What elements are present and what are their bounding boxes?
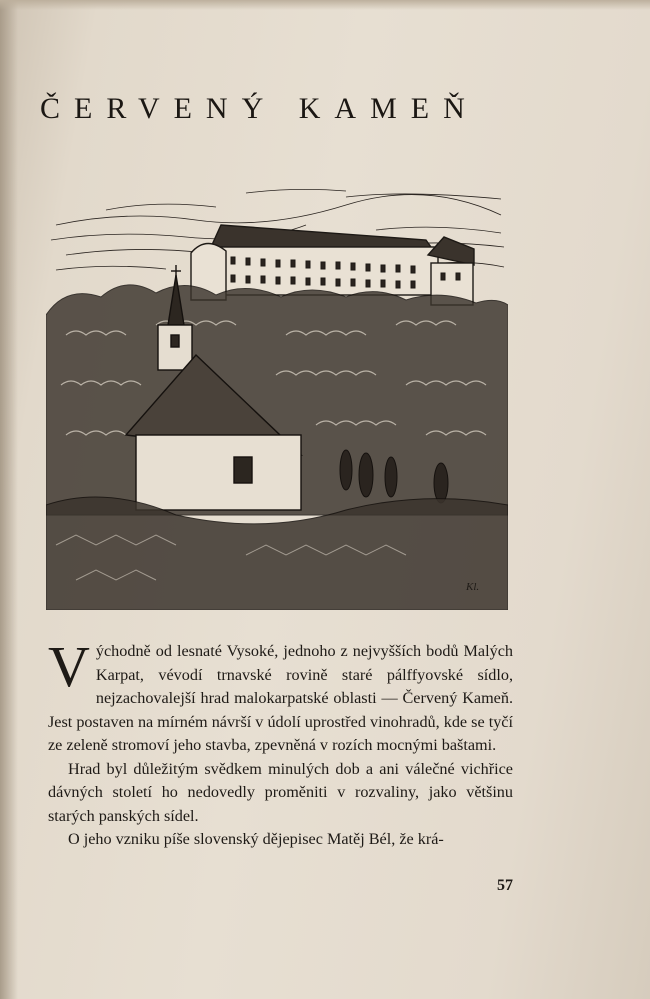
castle-engraving-illustration [46, 185, 508, 610]
paragraph-1 [48, 634, 513, 758]
body-text [48, 634, 513, 852]
paragraph-2: Hrad byl důležitým svědkem minulých dob a ani válečné vichřice dávných století ho nedovedly proměniti v rozvaliny, jako většinu starých panských sídel. [48, 759, 513, 825]
page-edge-shadow [0, 0, 18, 999]
page-top-shadow [0, 0, 650, 10]
artist-signature: Kl. [466, 581, 480, 593]
paragraph-1-text: ýchodně od lesnaté Vysoké, jednoho z nejvyšších bodů Malých Karpat, vévodí trnavské rovině staré pálffyovské sídlo, nejzachovalejší hrad malokarpatské oblasti — Červený Kameň. Jest postaven na mírném návrší v údolí uprostřed vinohradů, kde se tyčí ze zeleně stromoví jeho stavba, zpevněná v rozích mocnými baštami. [48, 642, 513, 754]
page-number: 57 [497, 877, 513, 894]
page-title: ČERVENÝ KAMEŇ [40, 92, 479, 125]
drop-cap: V [48, 634, 90, 699]
paragraph-3: O jeho vzniku píše slovenský dějepisec Matěj Bél, že krá- [68, 830, 444, 848]
